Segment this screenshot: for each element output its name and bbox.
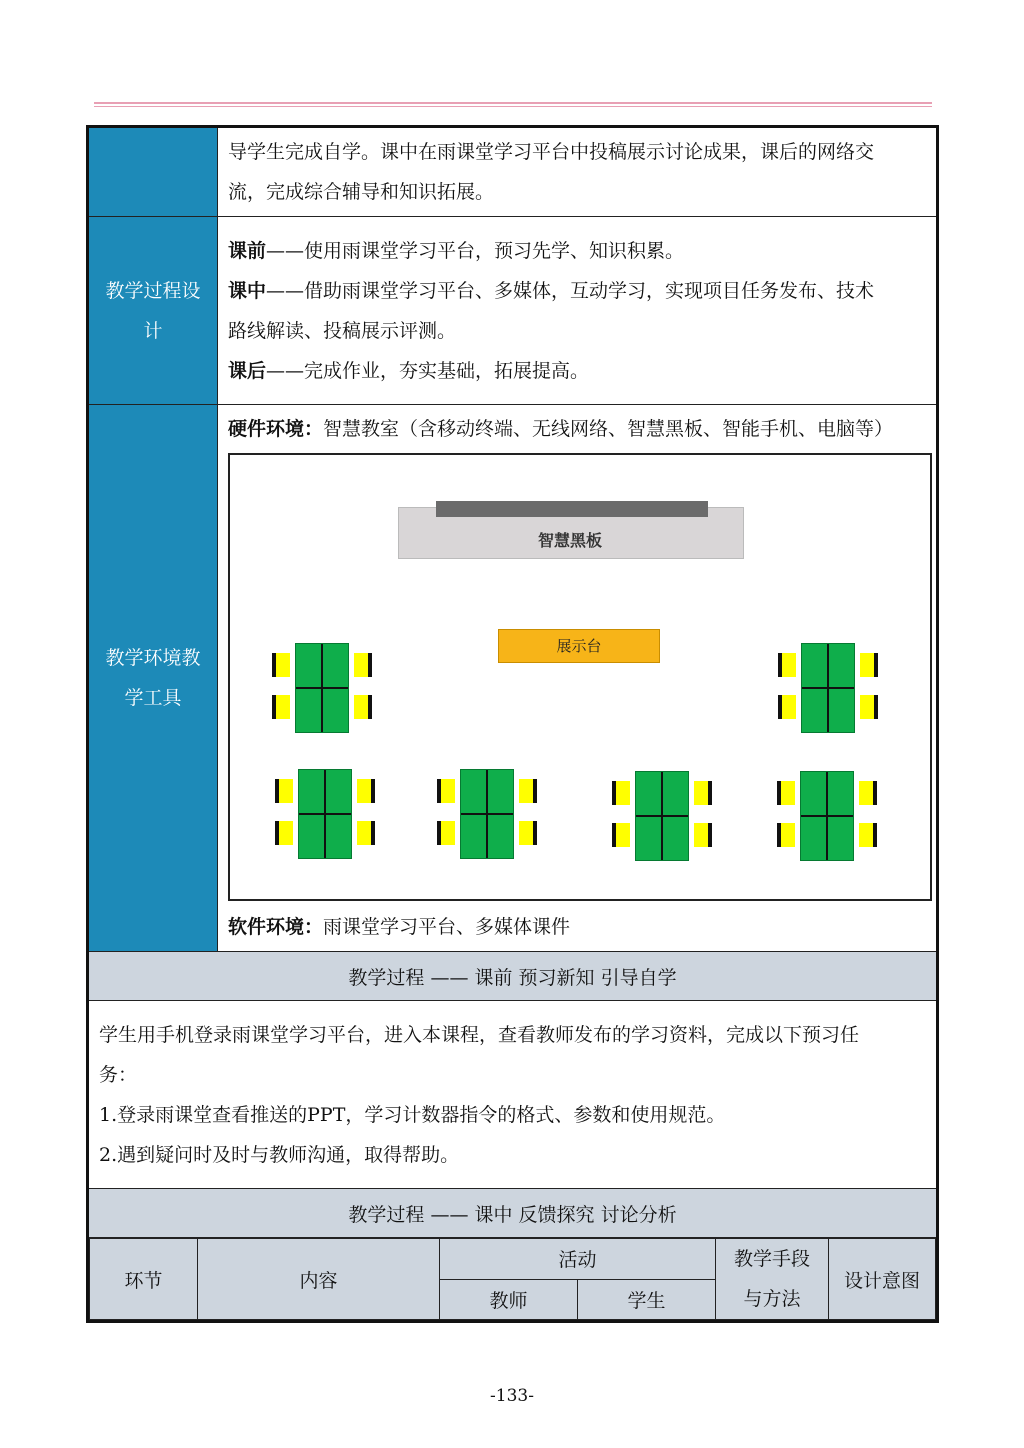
desk-group xyxy=(437,769,547,859)
display-stage: 展示台 xyxy=(498,629,660,663)
desk xyxy=(801,643,855,733)
desk xyxy=(298,769,352,859)
desk-group xyxy=(275,769,385,859)
smart-board-label: 智慧黑板 xyxy=(537,531,602,550)
chair xyxy=(612,781,630,805)
environment-label xyxy=(88,405,218,952)
intro-cell xyxy=(218,127,938,217)
hardware-text: 智慧教室（含移动终端、无线网络、智慧黑板、智能手机、电脑等） xyxy=(323,418,894,440)
desk xyxy=(635,771,689,861)
process-design-label-1: 教学过程设 xyxy=(105,279,201,302)
hardware-head: 硬件环境： xyxy=(228,418,324,440)
chair xyxy=(519,821,537,845)
desk xyxy=(460,769,514,859)
chair xyxy=(354,695,372,719)
chair xyxy=(859,823,877,847)
col-student: 学生 xyxy=(578,1279,716,1320)
chair xyxy=(357,821,375,845)
post-class-text: ——完成作业，夯实基础，拓展提高。 xyxy=(266,359,590,382)
desk xyxy=(800,771,854,861)
chair xyxy=(437,779,455,803)
lesson-plan-table xyxy=(86,125,939,1323)
pre-class-header: 教学过程 —— 课前 预习新知 引导自学 xyxy=(88,952,938,1001)
environment-label-2: 学工具 xyxy=(124,687,182,709)
header-rule-thin xyxy=(94,106,932,107)
mid-class-head: 课中 xyxy=(228,279,267,302)
chair xyxy=(612,823,630,847)
chair xyxy=(860,695,878,719)
classroom-layout-diagram xyxy=(228,453,932,901)
post-class-head: 课后 xyxy=(228,359,267,382)
chair xyxy=(778,653,796,677)
col-stage: 环节 xyxy=(90,1239,198,1320)
chair xyxy=(778,695,796,719)
pre-class-cell xyxy=(88,1001,938,1189)
process-design-cell xyxy=(218,217,938,405)
pre-class-text: ——使用雨课堂学习平台，预习先学、知识积累。 xyxy=(266,239,685,262)
process-design-label-2: 计 xyxy=(143,319,163,342)
in-class-header: 教学过程 —— 课中 反馈探究 讨论分析 xyxy=(88,1189,938,1238)
pre-class-item-1: 1.登录雨课堂查看推送的PPT，学习计数器指令的格式、参数和使用规范。 xyxy=(99,1103,726,1126)
intro-line-1: 导学生完成自学。课中在雨课堂学习平台中投稿展示讨论成果，课后的网络交 xyxy=(228,141,875,163)
mid-class-line xyxy=(228,271,928,311)
chair xyxy=(694,823,712,847)
pre-class-head: 课前 xyxy=(228,239,267,262)
col-activity: 活动 xyxy=(440,1239,716,1280)
pre-class-line xyxy=(228,231,928,271)
chair xyxy=(437,821,455,845)
mid-class-text: ——借助雨课堂学习平台、多媒体，互动学习，实现项目任务发布、技术 xyxy=(266,279,875,302)
col-intent: 设计意图 xyxy=(829,1239,936,1320)
chair xyxy=(272,653,290,677)
chair xyxy=(859,781,877,805)
desk-group xyxy=(777,771,887,861)
software-text: 雨课堂学习平台、多媒体课件 xyxy=(323,916,571,938)
page-number: -133- xyxy=(490,1386,534,1406)
software-line xyxy=(228,907,928,947)
header-rule xyxy=(94,102,932,104)
chair xyxy=(357,779,375,803)
chair xyxy=(272,695,290,719)
pre-class-item-2: 2.遇到疑问时及时与教师沟通，取得帮助。 xyxy=(99,1143,460,1166)
chair xyxy=(777,823,795,847)
chair xyxy=(275,821,293,845)
chair xyxy=(519,779,537,803)
hardware-line xyxy=(228,409,928,449)
intro-side-cell xyxy=(88,127,218,217)
in-class-columns-cell xyxy=(88,1238,938,1322)
col-content: 内容 xyxy=(198,1239,440,1320)
desk xyxy=(295,643,349,733)
col-teacher: 教师 xyxy=(440,1279,578,1320)
desk-group xyxy=(612,771,722,861)
smart-board-bar xyxy=(436,501,708,517)
chair xyxy=(860,653,878,677)
chair xyxy=(354,653,372,677)
col-means-1: 教学手段 xyxy=(734,1248,811,1270)
intro-line-2: 流，完成综合辅导和知识拓展。 xyxy=(228,181,495,203)
desk-group xyxy=(272,643,382,733)
chair xyxy=(694,781,712,805)
pre-class-line-1: 学生用手机登录雨课堂学习平台，进入本课程，查看教师发布的学习资料，完成以下预习任 xyxy=(99,1023,860,1046)
software-head: 软件环境： xyxy=(228,916,324,938)
mid-class-text-2: 路线解读、投稿展示评测。 xyxy=(228,319,457,342)
chair xyxy=(777,781,795,805)
process-design-label xyxy=(88,217,218,405)
desk-group xyxy=(778,643,888,733)
in-class-column-header xyxy=(89,1238,936,1320)
pre-class-line-2: 务： xyxy=(99,1063,138,1086)
col-means xyxy=(716,1239,829,1320)
col-means-2: 与方法 xyxy=(743,1288,801,1310)
chair xyxy=(275,779,293,803)
environment-cell xyxy=(218,405,938,952)
environment-label-1: 教学环境教 xyxy=(105,647,201,669)
post-class-line xyxy=(228,351,928,391)
